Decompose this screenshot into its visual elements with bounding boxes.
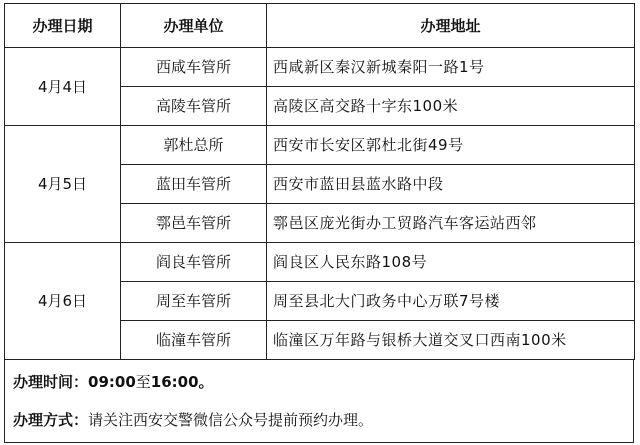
address-cell: 高陵区高交路十字东100米: [267, 87, 635, 126]
office-hours-line: [13, 373, 214, 391]
office-hours-start: 09:00: [88, 373, 136, 391]
table-header-row: [5, 4, 635, 48]
unit-cell: 鄠邑车管所: [121, 204, 267, 243]
address-cell: 西安市长安区郭杜北街49号: [267, 126, 635, 165]
application-method-label: 办理方式：: [13, 411, 89, 429]
unit-cell: 周至车管所: [121, 282, 267, 321]
table-row: [5, 243, 635, 282]
schedule-table: [4, 3, 635, 360]
application-method-text: 请关注西安交警微信公众号提前预约办理。: [88, 411, 374, 429]
header-date: 办理日期: [5, 4, 121, 48]
address-cell: 临潼区万年路与银桥大道交叉口西南100米: [267, 321, 635, 360]
address-cell: 周至县北大门政务中心万联7号楼: [267, 282, 635, 321]
date-cell: 4月4日: [5, 48, 121, 126]
header-unit: 办理单位: [121, 4, 267, 48]
table-row: [5, 126, 635, 165]
office-hours-end: 16:00: [150, 373, 199, 391]
address-cell: 阎良区人民东路108号: [267, 243, 635, 282]
unit-cell: 临潼车管所: [121, 321, 267, 360]
office-hours-separator: 至: [135, 373, 151, 391]
unit-cell: 阎良车管所: [121, 243, 267, 282]
address-cell: 西安市蓝田县蓝水路中段: [267, 165, 635, 204]
address-cell: 西咸新区秦汉新城秦阳一路1号: [267, 48, 635, 87]
notes-box: [4, 359, 634, 443]
office-hours-label: 办理时间：: [13, 373, 89, 391]
table-row: [5, 48, 635, 87]
unit-cell: 高陵车管所: [121, 87, 267, 126]
office-hours-end-punct: 。: [198, 373, 214, 391]
unit-cell: 郭杜总所: [121, 126, 267, 165]
unit-cell: 蓝田车管所: [121, 165, 267, 204]
address-cell: 鄠邑区庞光街办工贸路汽车客运站西邻: [267, 204, 635, 243]
header-address: 办理地址: [267, 4, 635, 48]
application-method-line: [13, 411, 373, 429]
date-cell: 4月5日: [5, 126, 121, 243]
date-cell: 4月6日: [5, 243, 121, 360]
unit-cell: 西咸车管所: [121, 48, 267, 87]
